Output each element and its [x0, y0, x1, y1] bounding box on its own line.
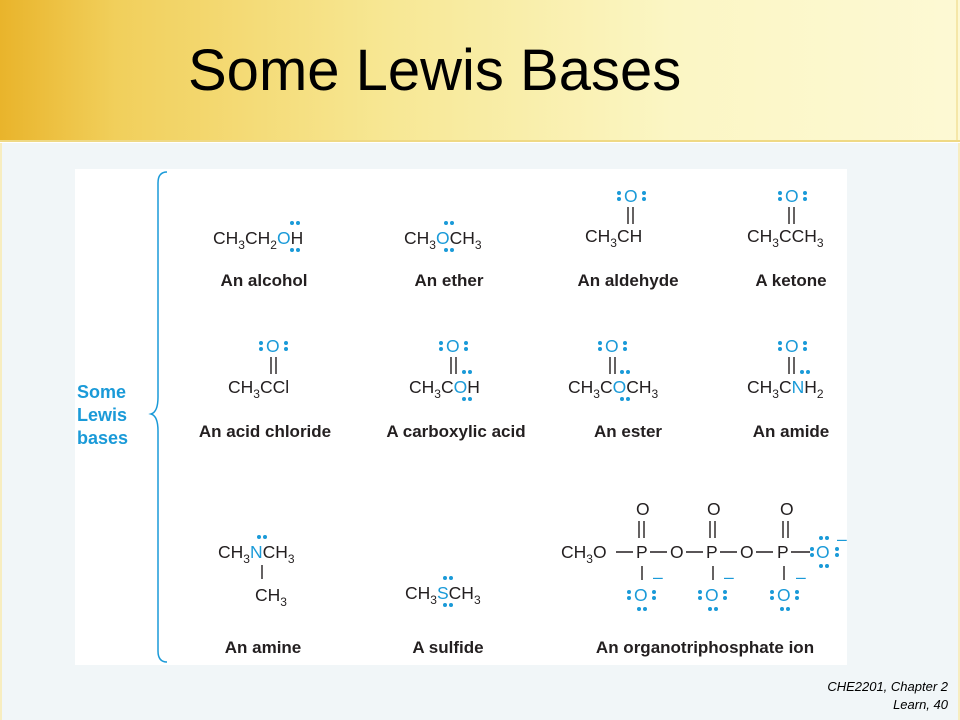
caption-sulfide: A sulfide — [412, 638, 484, 657]
svg-text:–: – — [796, 567, 806, 587]
grouping-brace — [151, 172, 167, 662]
svg-text:CH3COH: $CH_3COH$ — [409, 377, 480, 401]
caption-ether: An ether — [414, 271, 484, 290]
svg-text:O: O — [670, 542, 684, 562]
svg-text:P: P — [636, 542, 648, 562]
svg-text:O: O — [785, 186, 799, 206]
svg-text:CH3CCH3: $CH_3CCH_3$ — [747, 226, 824, 250]
slide-footer — [778, 678, 948, 714]
svg-text:P: P — [706, 542, 718, 562]
title-banner — [0, 0, 960, 142]
aldehyde-structure — [585, 186, 646, 250]
svg-text:P: P — [777, 542, 789, 562]
footer-course: CHE2201, Chapter 2 — [827, 679, 948, 694]
svg-text:O: O — [780, 499, 794, 519]
caption-alcohol: An alcohol — [220, 271, 308, 290]
structures-drawing — [75, 169, 847, 665]
caption-acid-chloride: An acid chloride — [198, 422, 332, 441]
carboxylic-acid-structure — [409, 336, 480, 401]
caption-amine: An amine — [224, 638, 302, 657]
lewis-bases-figure — [75, 169, 847, 665]
svg-text:CH3CCl: $CH_3CCl$ — [228, 377, 290, 401]
svg-text:–: – — [837, 529, 847, 549]
organotriphosphate-structure — [561, 499, 847, 611]
svg-text:CH3CH2OH: $CH_3CH_2OH$ — [213, 228, 304, 252]
acid-chloride-structure — [228, 336, 289, 401]
svg-text:O: O — [785, 336, 799, 356]
caption-organotriphosphate: An organotriphosphate ion — [595, 638, 815, 657]
svg-text:O: O — [636, 499, 650, 519]
ester-structure — [568, 336, 659, 401]
slide-title: Some Lewis Bases — [188, 38, 682, 103]
caption-ester: An ester — [593, 422, 663, 441]
svg-text:CH3COCH3: $CH_3COCH_3$ — [568, 377, 659, 401]
svg-text:CH3NCH3: $CH_3NCH_3$ — [218, 542, 295, 566]
svg-text:–: – — [724, 567, 734, 587]
ether-structure — [404, 221, 482, 252]
svg-text:CH3SCH3: $CH_3SCH_3$ — [405, 583, 481, 607]
sulfide-structure — [405, 576, 481, 607]
caption-carboxylic-acid: A carboxylic acid — [386, 422, 526, 441]
svg-text:O: O — [707, 499, 721, 519]
svg-text:CH3CH: $CH_3CH$ — [585, 226, 643, 250]
svg-text:O: O — [634, 585, 648, 605]
svg-text:–: – — [653, 567, 663, 587]
lewis-bases-side-label: Some Lewis bases — [77, 382, 129, 448]
svg-text:O: O — [266, 336, 280, 356]
amine-structure — [218, 535, 295, 609]
svg-text:O: O — [446, 336, 460, 356]
caption-ketone: A ketone — [755, 271, 827, 290]
ketone-structure — [747, 186, 824, 250]
amide-structure — [747, 336, 824, 401]
svg-text:O: O — [816, 542, 830, 562]
svg-text:CH3O: $CH_3O$ — [561, 542, 607, 566]
caption-aldehyde: An aldehyde — [577, 271, 679, 290]
svg-text:CH3OCH3: $CH_3OCH_3$ — [404, 228, 482, 252]
svg-text:CH3CNH2: $CH_3CNH_2$ — [747, 377, 824, 401]
svg-text:O: O — [777, 585, 791, 605]
alcohol-structure — [213, 221, 303, 252]
svg-text:O: O — [705, 585, 719, 605]
svg-text:CH3: $CH_3$ — [255, 585, 287, 609]
svg-text:O: O — [740, 542, 754, 562]
footer-page: Learn, 40 — [893, 697, 948, 712]
svg-text:O: O — [624, 186, 638, 206]
svg-text:O: O — [605, 336, 619, 356]
caption-amide: An amide — [752, 422, 830, 441]
